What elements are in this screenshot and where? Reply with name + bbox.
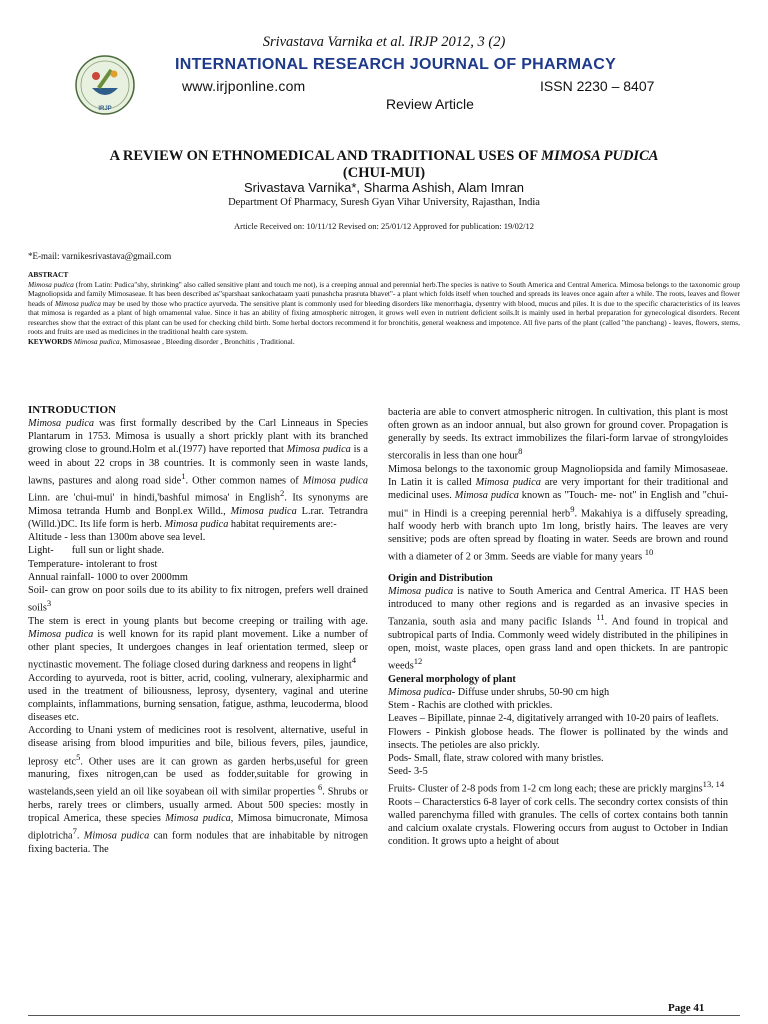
bacteria-paragraph: bacteria are able to convert atmospheric nitrogen. In cultivation, this plant is most often grown as an indoor annual, but also grown for ground cover. Propagation is generally by seeds. Its extract immobilizes the filari-form larvae of strongyloides stercoralis in less than one hour$^8$ [388, 407, 728, 462]
requirement-rainfall: Annual rainfall- 1000 to over 2000mm [28, 571, 188, 583]
corresponding-email[interactable]: *E-mail: varnikesrivastava@gmail.com [28, 251, 172, 261]
running-head: Srivastava Varnika et al. IRJP 2012, 3 (2) [262, 34, 506, 50]
authors: Srivastava Varnika*, Sharma Ashish, Alam Imran [243, 180, 525, 195]
article-type: Review Article [386, 96, 474, 112]
journal-title: INTERNATIONAL RESEARCH JOURNAL OF PHARMACY [175, 56, 617, 73]
morphology-habit: Mimosa pudica- Diffuse under shrubs, 50-90 cm high [388, 687, 610, 699]
stem-paragraph: The stem is erect in young plants but become creeping or trailing with age. Mimosa pudica is well known for its rapid plant movement. Like a number of other plant species, It undergoes changes in leaf orientation termed, sleep or nyctinastic movement. The foliage closed during darkness and reopens in light$^4$ [28, 615, 368, 671]
title-line1: A REVIEW ON ETHNOMEDICAL AND TRADITIONAL USES OF [109, 148, 538, 164]
requirement-soil: Soil- can grow on poor soils due to its ability to fix nitrogen, prefers well drained soils$^3$ [28, 584, 368, 614]
keywords-species: Mimosa pudica [73, 336, 120, 346]
ayurveda-paragraph: According to ayurveda, root is bitter, acrid, cooling, vulnerary, alexipharmic and used in the treatment of biliousness, leprosy, dysentery, vaginal and uterine complaints, inflammations, burning sensation, fatigue, asthma, leucoderma, blood diseases etc. [28, 672, 368, 724]
origin-paragraph: Mimosa pudica is native to South America and Central America. IT HAS been introduced to many other regions and is regarded as an invasive species in Tanzania, south asia and many pacific Islands $^{11}$. And found in tropical and subtropical parts of India. Commonly weed widely distributed in the philipines in open, moist, waste places, open grass land and open thickets. In are pantropic weeds$^{12}$ [388, 586, 728, 672]
abstract-species: Mimosa pudica [28, 279, 74, 289]
requirement-light: Light- full sun or light shade. [28, 545, 165, 557]
origin-heading: Origin and Distribution [388, 572, 493, 584]
right-column [388, 406, 728, 848]
issn: ISSN 2230 – 8407 [540, 78, 655, 94]
introduction-heading: INTRODUCTION [28, 404, 117, 416]
title-species: MIMOSA PUDICA [541, 148, 659, 164]
morphology-roots: Roots – Characterstics 6-8 layer of cork cells. The secondry cortex consists of thin walled parenchyma filled with granules. The cells of cortex contains both tannin and calcium oxalate crystals. Flowering occurs from august to October in Indian condition. It grows upto a height of about [388, 796, 728, 848]
morphology-heading: General morphology of plant [388, 673, 516, 685]
department: Department Of Pharmacy, Suresh Gyan Vihar University, Rajasthan, India [228, 197, 540, 208]
left-column [28, 404, 368, 856]
keywords-list: , Mimosaseae , Bleeding disorder , Bronchitis , Traditional. [119, 336, 295, 346]
abstract [28, 270, 740, 346]
intro-paragraph: Mimosa pudica was first formally described by the Carl Linneaus in Species Plantarum in 1753. Mimosa is usually a short prickly plant with its branched growing close to ground.Holm et al.(1977) have reported that Mimosa pudica is a weed in about 22 crops in 38 countries. It is commonly seen in waste lands, lawns, pastures and along road side$^1$. Other common names of Mimosa pudica Linn. are 'chui-mui' in hindi,'bashful mimosa' in English$^2$. Its synonyms are Mimosa tetranda Humb and Bonpl.ex Willd., Mimosa pudica L.rar. Tetrandra (Willd.)DC. Its life form is herb. Mimosa pudica habitat requirements are:- [28, 418, 369, 531]
requirement-temperature: Temperature- intolerant to frost [28, 558, 158, 570]
requirement-altitude: Altitude - less than 1300m above sea level. [28, 532, 206, 544]
received-dates: Article Received on: 10/11/12 Revised on: 25/01/12 Approved for publication: 19/02/12 [234, 221, 534, 231]
footer-divider [28, 1015, 740, 1016]
title-line2: (CHUI-MUI) [342, 165, 426, 181]
taxonomy-paragraph: Mimosa belongs to the taxonomic group Magnoliopsida and family Mimosaseae. In Latin it is called Mimosa pudica are very important for their traditional and medicinal uses. Mimosa pudica known as "Touch- me- not" in English and "chui-mui" in Hindi is a creeping perennial herb$^9$. Makahiya is a diffusely spreading, half woody herb with branch upto 1m long, bristly hairs. The leaves are very sensitive; pods are often spread by floating in water. Seeds are brown and round with a diameter of 2 or 3mm. Seeds are viable for many years $^{10}$ [388, 464, 729, 563]
logo-text: IRJP [98, 106, 112, 112]
abstract-text: (from Latin: Pudica"shy, shrinking" also called sensitive plant and touch me not), is a creeping annual and perennial herb.The species is native to South America and Central America. Mimosa belongs to the taxonomic group Magnoliopsida and family Mimosaseae. It has been described as"sparshaat sankochataam yaati punashcha prasruta bhavet"- a plant which folds itself when touched and spreads its leaves once again after a while. The roots, leaves and flower heads of [28, 279, 740, 308]
abstract-heading: ABSTRACT [28, 270, 69, 279]
abstract-body [28, 280, 740, 337]
keywords [28, 337, 740, 347]
morphology-pods: Pods- Small, flate, straw colored with many bristles. [388, 752, 604, 764]
morphology-stem: Stem - Rachis are clothed with prickles. [388, 700, 553, 712]
abstract-text-2: may be used by those who practice ayurveda. The sensitive plant is commonly used for bleeding disorders like menorrhagia, dysentry with blood, mucus and piles. It is due to the specific characteristics of its leaves that mimosa is regarded as a plant of high ornamental value. Since it has an ability of fixing atmospheric nitrogen, it grows well even in nutrient deficient soils.It is mainly used in herbal preparation for gynecological disorders. Recent researches show that the extract of this plant can be used for checking child birth. Some herbal doctors recommend it for bronchitis, general weakness and impotence. All five parts of the plant (called "the panchang) - leaves, flowers, stems, roots and fruits are used as medicines in the traditional health care system. [28, 298, 741, 336]
abstract-species-2: Mimosa pudica [54, 298, 101, 308]
morphology-fruits: Fruits- Cluster of 2-8 pods from 1-2 cm long each; these are prickly margins$^{13, 14}$ [388, 779, 725, 795]
journal-website[interactable]: www.irjponline.com [182, 78, 306, 94]
unani-paragraph: According to Unani ystem of medicines root is resolvent, alternative, useful in disease arising from blood impurities and bile, bilious fevers, piles, jaundice, leprosy etc$^5$. Other uses are it can grown as garden herbs,useful for green manuring, fixes nitrogen,can be used as fodder,suitable for growing in wastelands,seen yield an oil like soyabean oil with similar properties $^6$. Shrubs or herbs, rarely trees or climbers, usually armed. About 500 species: mostly in tropical America, these species Mimosa pudica, Mimosa bimucronate, Mimosa diplotricha$^7$. Mimosa pudica can form nodules that are inhabitable by nitrogen fixing bacteria. The [28, 725, 369, 855]
page-number: Page 41 [668, 1002, 705, 1014]
keywords-label: KEYWORDS [28, 336, 72, 346]
morphology-flowers: Flowers - Pinkish globose heads. The flower is pollinated by the winds and insects. The petioles are also prickly. [388, 726, 728, 751]
journal-logo [74, 54, 136, 116]
morphology-seed: Seed- 3-5 [388, 766, 428, 778]
article-title [40, 148, 728, 182]
morphology-leaves: Leaves – Bipillate, pinnae 2-4, digitatively arranged with 10-20 pairs of leaflets. [388, 713, 719, 725]
